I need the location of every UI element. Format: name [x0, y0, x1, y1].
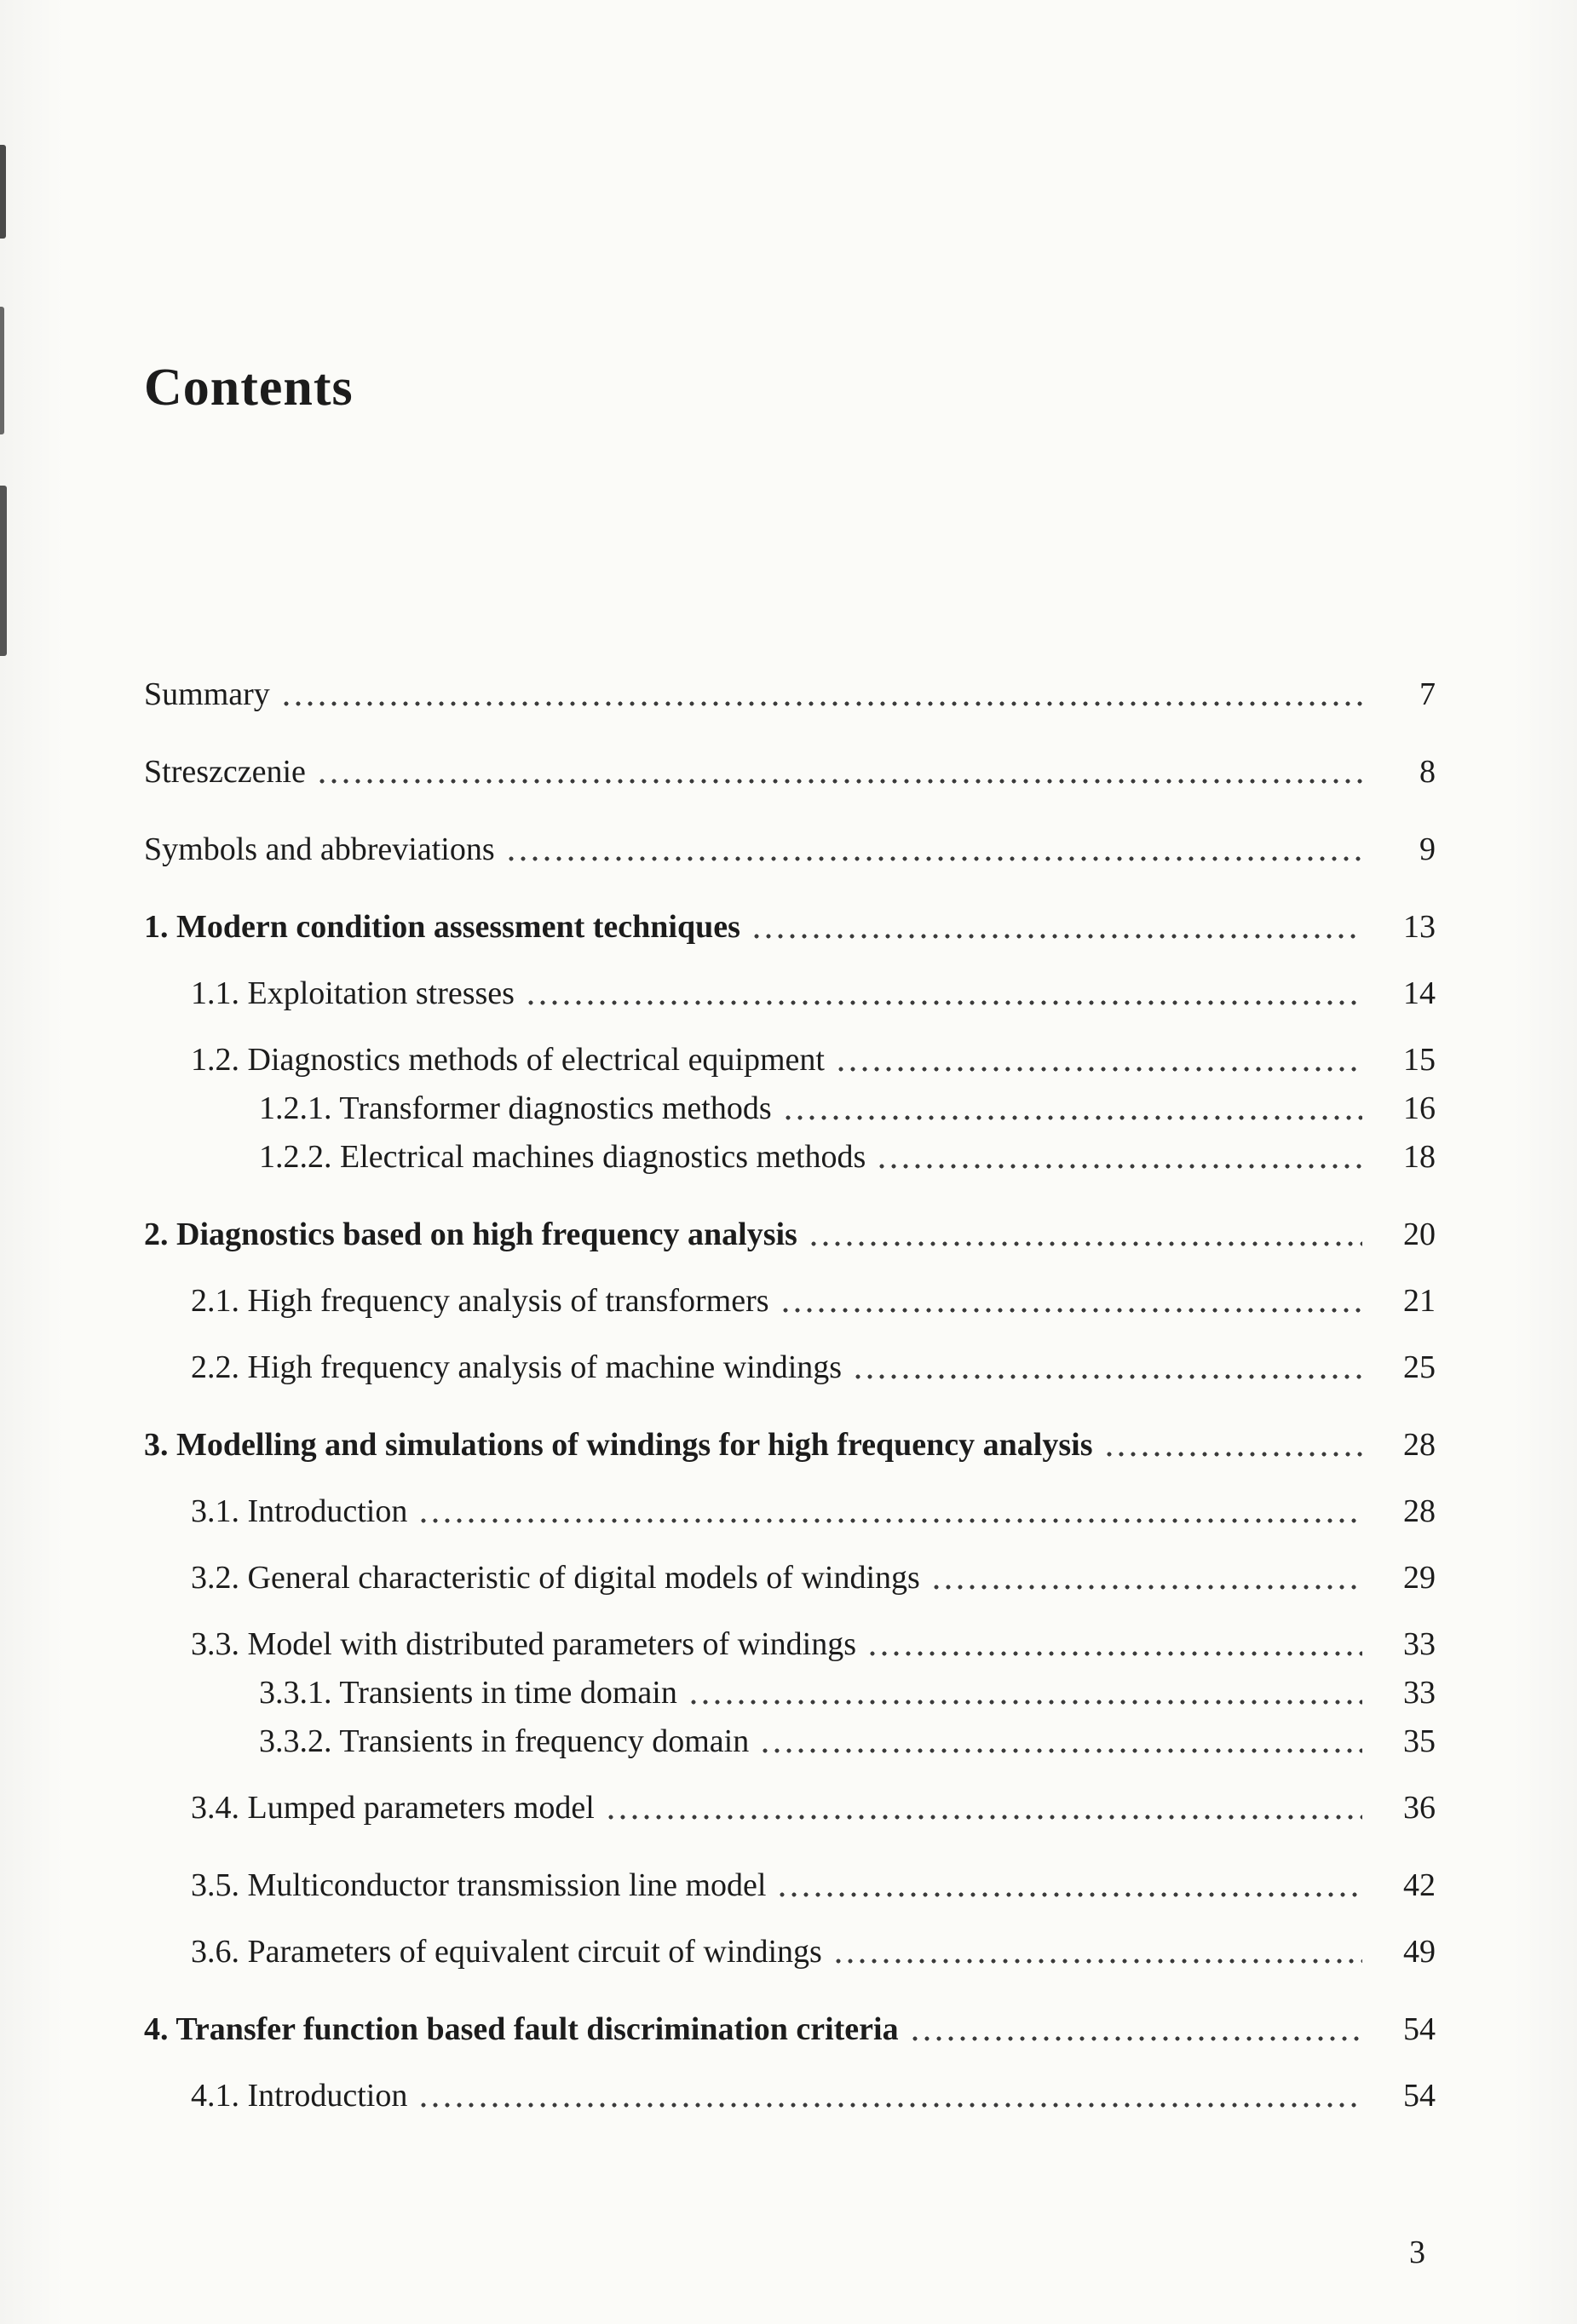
dotted-leader — [505, 856, 1362, 861]
toc-entry-page: 21 — [1403, 1283, 1436, 1319]
toc-entry-3-5 — [191, 1865, 1436, 1906]
toc-entry-page: 16 — [1403, 1090, 1436, 1126]
dotted-leader — [417, 2103, 1362, 2108]
toc-entry-page: 33 — [1403, 1675, 1436, 1711]
dotted-leader — [280, 701, 1362, 706]
toc-entry-3-1 — [191, 1491, 1436, 1532]
scan-mark — [0, 307, 4, 434]
toc-entry-3-3-1 — [259, 1672, 1436, 1713]
dotted-leader — [688, 1700, 1362, 1705]
toc-entry-label: 3.3. Model with distributed parameters of windings — [191, 1626, 856, 1662]
toc-entry-page: 42 — [1403, 1867, 1436, 1903]
toc-entry-label: 3. Modelling and simulations of windings for high frequency analysis — [144, 1427, 1093, 1463]
toc-entry-3-2 — [191, 1557, 1436, 1598]
toc-entry-label: 1.2. Diagnostics methods of electrical equipment — [191, 1042, 825, 1078]
toc-entry-chapter-3 — [144, 1424, 1436, 1465]
toc-entry-1-2-2 — [259, 1136, 1436, 1177]
toc-entry-page: 15 — [1403, 1042, 1436, 1078]
dotted-leader — [605, 1815, 1362, 1820]
dotted-leader — [909, 2036, 1362, 2041]
toc-entry-label: Streszczenie — [144, 754, 306, 790]
dotted-leader — [782, 1115, 1362, 1120]
toc-entry-page: 20 — [1403, 1217, 1436, 1252]
toc-entry-label: 4.1. Introduction — [191, 2078, 408, 2114]
dotted-leader — [930, 1585, 1362, 1590]
page-title: Contents — [144, 359, 354, 417]
toc-entry-1-1 — [191, 973, 1436, 1014]
dotted-leader — [866, 1651, 1362, 1656]
toc-entry-label: 1.2.1. Transformer diagnostics methods — [259, 1090, 772, 1126]
toc-entry-label: 2.2. High frequency analysis of machine windings — [191, 1349, 843, 1385]
toc-entry-4-1 — [191, 2075, 1436, 2116]
toc-list — [144, 674, 1436, 2116]
scan-edge-artifact — [0, 128, 10, 673]
toc-entry-page: 28 — [1403, 1427, 1436, 1463]
toc-entry-summary — [144, 674, 1436, 715]
toc-entry-3-6 — [191, 1931, 1436, 1972]
toc-entry-chapter-2 — [144, 1214, 1436, 1255]
toc-entry-label: Symbols and abbreviations — [144, 831, 495, 867]
toc-entry-label: Summary — [144, 676, 270, 712]
toc-entry-label: 1.2.2. Electrical machines diagnostics methods — [259, 1139, 866, 1175]
scan-mark — [0, 145, 6, 239]
toc-entry-3-4 — [191, 1787, 1436, 1828]
toc-entry-label: 3.6. Parameters of equivalent circuit of windings — [191, 1934, 822, 1970]
toc-entry-streszczenie — [144, 751, 1436, 792]
toc-entry-page: 7 — [1419, 676, 1436, 712]
toc-entry-page: 36 — [1403, 1790, 1436, 1826]
toc-entry-page: 29 — [1403, 1560, 1436, 1596]
toc-entry-page: 33 — [1403, 1626, 1436, 1662]
toc-entry-page: 49 — [1403, 1934, 1436, 1970]
dotted-leader — [751, 934, 1362, 939]
toc-entry-label: 1.1. Exploitation stresses — [191, 975, 515, 1011]
folio-page-number: 3 — [1409, 2235, 1425, 2270]
dotted-leader — [1103, 1452, 1363, 1457]
toc-entry-label: 3.5. Multiconductor transmission line model — [191, 1867, 767, 1903]
page-content — [144, 358, 1436, 2116]
dotted-leader — [876, 1164, 1362, 1169]
scan-mark — [0, 486, 7, 656]
toc-entry-page: 9 — [1419, 831, 1436, 867]
dotted-leader — [316, 779, 1362, 784]
toc-entry-page: 18 — [1403, 1139, 1436, 1175]
toc-entry-1-2 — [191, 1039, 1436, 1080]
toc-entry-3-3 — [191, 1624, 1436, 1665]
toc-entry-2-2 — [191, 1347, 1436, 1388]
toc-entry-symbols — [144, 829, 1436, 870]
toc-entry-label: 3.4. Lumped parameters model — [191, 1790, 595, 1826]
dotted-leader — [776, 1892, 1362, 1897]
toc-entry-page: 35 — [1403, 1723, 1436, 1759]
toc-entry-label: 2.1. High frequency analysis of transformers — [191, 1283, 769, 1319]
toc-entry-page: 25 — [1403, 1349, 1436, 1385]
toc-entry-page: 8 — [1419, 754, 1436, 790]
dotted-leader — [852, 1374, 1362, 1379]
toc-entry-label: 2. Diagnostics based on high frequency analysis — [144, 1217, 797, 1252]
toc-entry-label: 3.3.1. Transients in time domain — [259, 1675, 677, 1711]
toc-entry-page: 28 — [1403, 1493, 1436, 1529]
toc-entry-page: 54 — [1403, 2078, 1436, 2114]
toc-entry-label: 3.3.2. Transients in frequency domain — [259, 1723, 750, 1759]
toc-entry-page: 14 — [1403, 975, 1436, 1011]
toc-entry-chapter-4 — [144, 2009, 1436, 2050]
toc-entry-label: 1. Modern condition assessment techniques — [144, 909, 740, 945]
dotted-leader — [835, 1067, 1362, 1072]
dotted-leader — [808, 1241, 1362, 1246]
toc-entry-page: 54 — [1403, 2011, 1436, 2047]
dotted-leader — [780, 1308, 1362, 1313]
toc-entry-label: 4. Transfer function based fault discrimination criteria — [144, 2011, 899, 2047]
toc-entry-2-1 — [191, 1280, 1436, 1321]
toc-entry-chapter-1 — [144, 906, 1436, 947]
toc-entry-page: 13 — [1403, 909, 1436, 945]
toc-entry-1-2-1 — [259, 1088, 1436, 1129]
dotted-leader — [417, 1518, 1362, 1523]
dotted-leader — [525, 1000, 1362, 1005]
toc-entry-label: 3.2. General characteristic of digital models of windings — [191, 1560, 920, 1596]
toc-entry-label: 3.1. Introduction — [191, 1493, 408, 1529]
toc-entry-3-3-2 — [259, 1721, 1436, 1762]
dotted-leader — [832, 1959, 1362, 1964]
dotted-leader — [759, 1748, 1362, 1753]
